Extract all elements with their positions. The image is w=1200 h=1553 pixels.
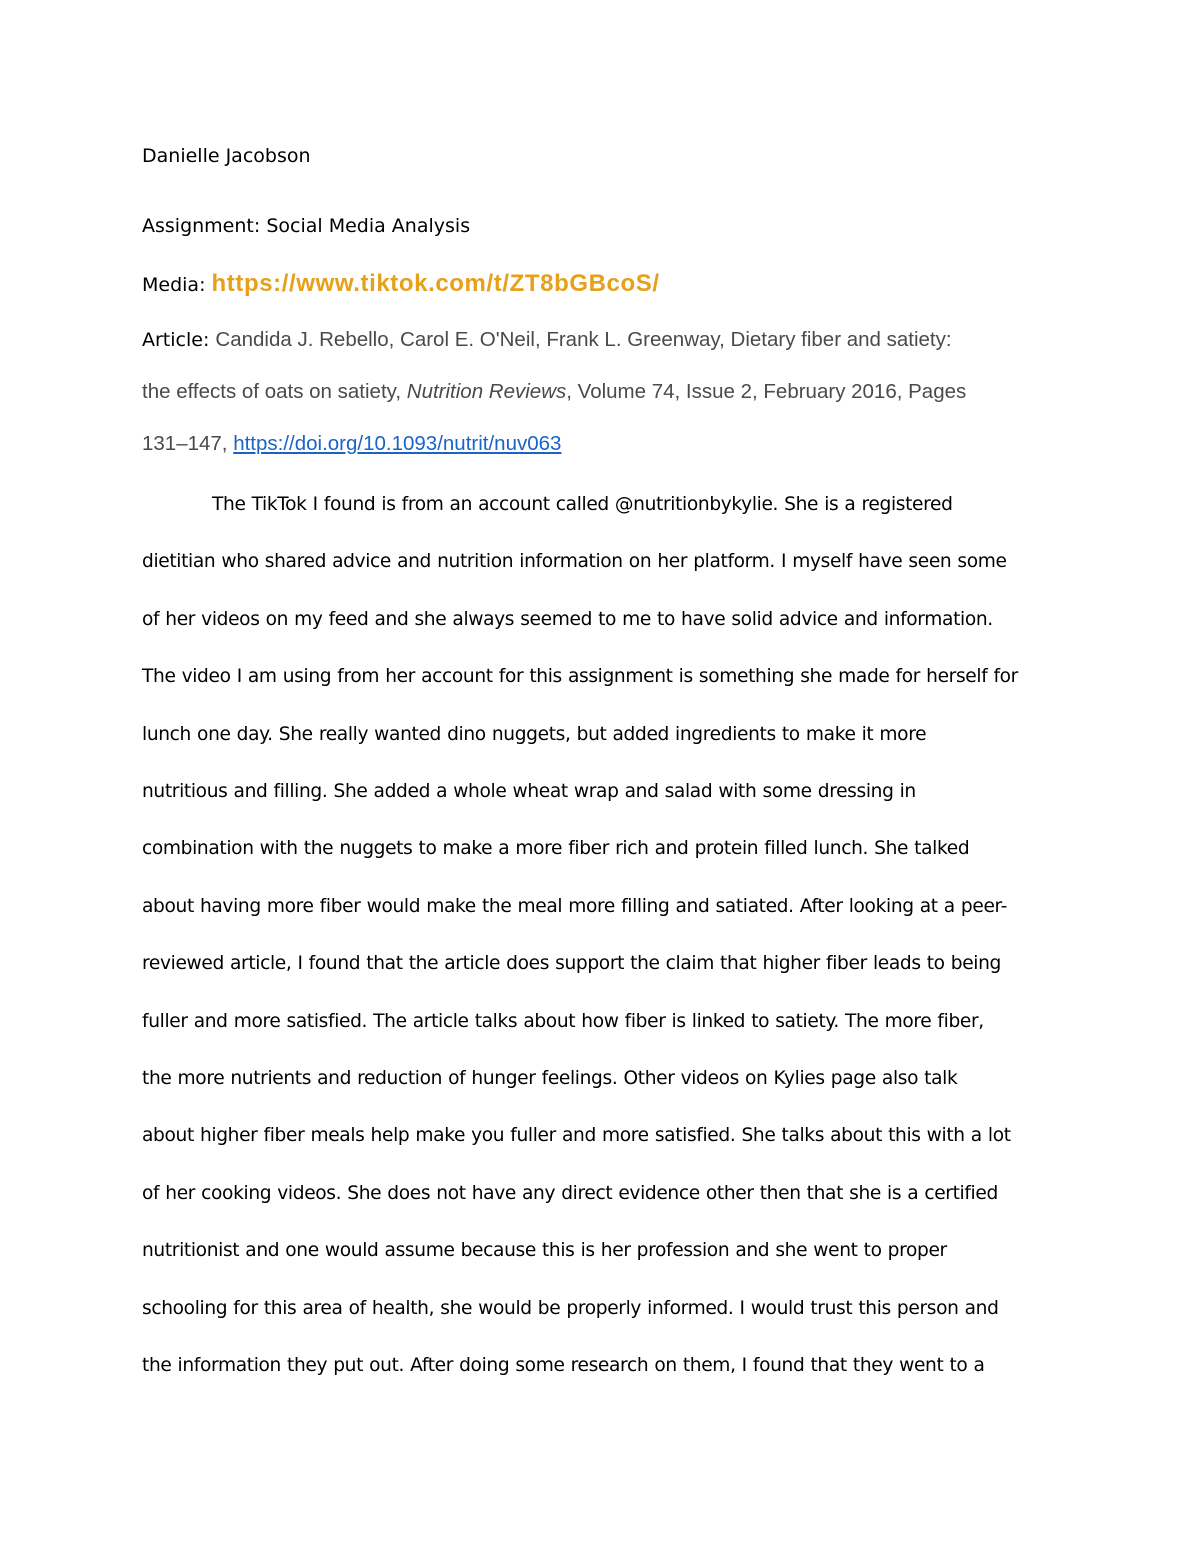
paragraph-line: dietitian who shared advice and nutrition information on her platform. I myself have seen some (142, 551, 1007, 573)
paragraph-line: of her cooking videos. She does not have any direct evidence other then that she is a certified (142, 1182, 998, 1204)
assignment-line (142, 197, 1062, 255)
paragraph-line: lunch one day. She really wanted dino nuggets, but added ingredients to make it more (142, 723, 927, 745)
paragraph-line: about higher fiber meals help make you fuller and more satisfied. She talks about this with a lot (142, 1125, 1011, 1147)
citation-part1: Candida J. Rebello, Carol E. O'Neil, Frank L. Greenway, Dietary fiber and satiety: (215, 328, 952, 351)
paragraph-line: about having more fiber would make the meal more filling and satiated. After looking at a peer- (142, 895, 1008, 917)
paragraph-line: nutritious and filling. She added a whole wheat wrap and salad with some dressing in (142, 781, 916, 803)
journal-name: Nutrition Reviews (406, 380, 567, 403)
paragraph-line: combination with the nuggets to make a more fiber rich and protein filled lunch. She talked (142, 838, 970, 860)
media-link[interactable]: https://www.tiktok.com/t/ZT8bGBcoS/ (211, 270, 660, 297)
essay-paragraph (142, 476, 1062, 1395)
article-label: Article: (142, 329, 210, 351)
media-line (142, 255, 1062, 314)
paragraph-line: The video I am using from her account for this assignment is something she made for herself for (142, 666, 1018, 688)
assignment-label: Assignment: (142, 215, 261, 237)
paragraph-line: nutritionist and one would assume because this is her profession and she went to proper (142, 1240, 947, 1262)
citation-part2a: the effects of oats on satiety, (142, 380, 407, 403)
citation-part2b: , Volume 74, Issue 2, February 2016, Pages (566, 380, 967, 403)
document-body (142, 139, 1062, 1395)
media-label: Media: (142, 274, 206, 296)
article-citation (142, 314, 1062, 470)
doi-link[interactable]: https://doi.org/10.1093/nutrit/nuv063 (233, 432, 562, 455)
paragraph-line: The TikTok I found is from an account called @nutritionbykylie. She is a registered (212, 494, 953, 515)
assignment-value: Social Media Analysis (266, 215, 471, 237)
paragraph-line: fuller and more satisfied. The article talks about how fiber is linked to satiety. The more fiber, (142, 1010, 984, 1032)
paragraph-line: the more nutrients and reduction of hunger feelings. Other videos on Kylies page also talk (142, 1068, 958, 1090)
paragraph-line: of her videos on my feed and she always seemed to me to have solid advice and information. (142, 608, 993, 630)
paragraph-line: the information they put out. After doing some research on them, I found that they went to a (142, 1355, 985, 1377)
author-name: Danielle Jacobson (142, 145, 311, 167)
paragraph-line: schooling for this area of health, she would be properly informed. I would trust this person and (142, 1297, 999, 1319)
paragraph-line: reviewed article, I found that the article does support the claim that higher fiber leads to being (142, 953, 1002, 975)
citation-part3: 131–147, (142, 432, 234, 455)
